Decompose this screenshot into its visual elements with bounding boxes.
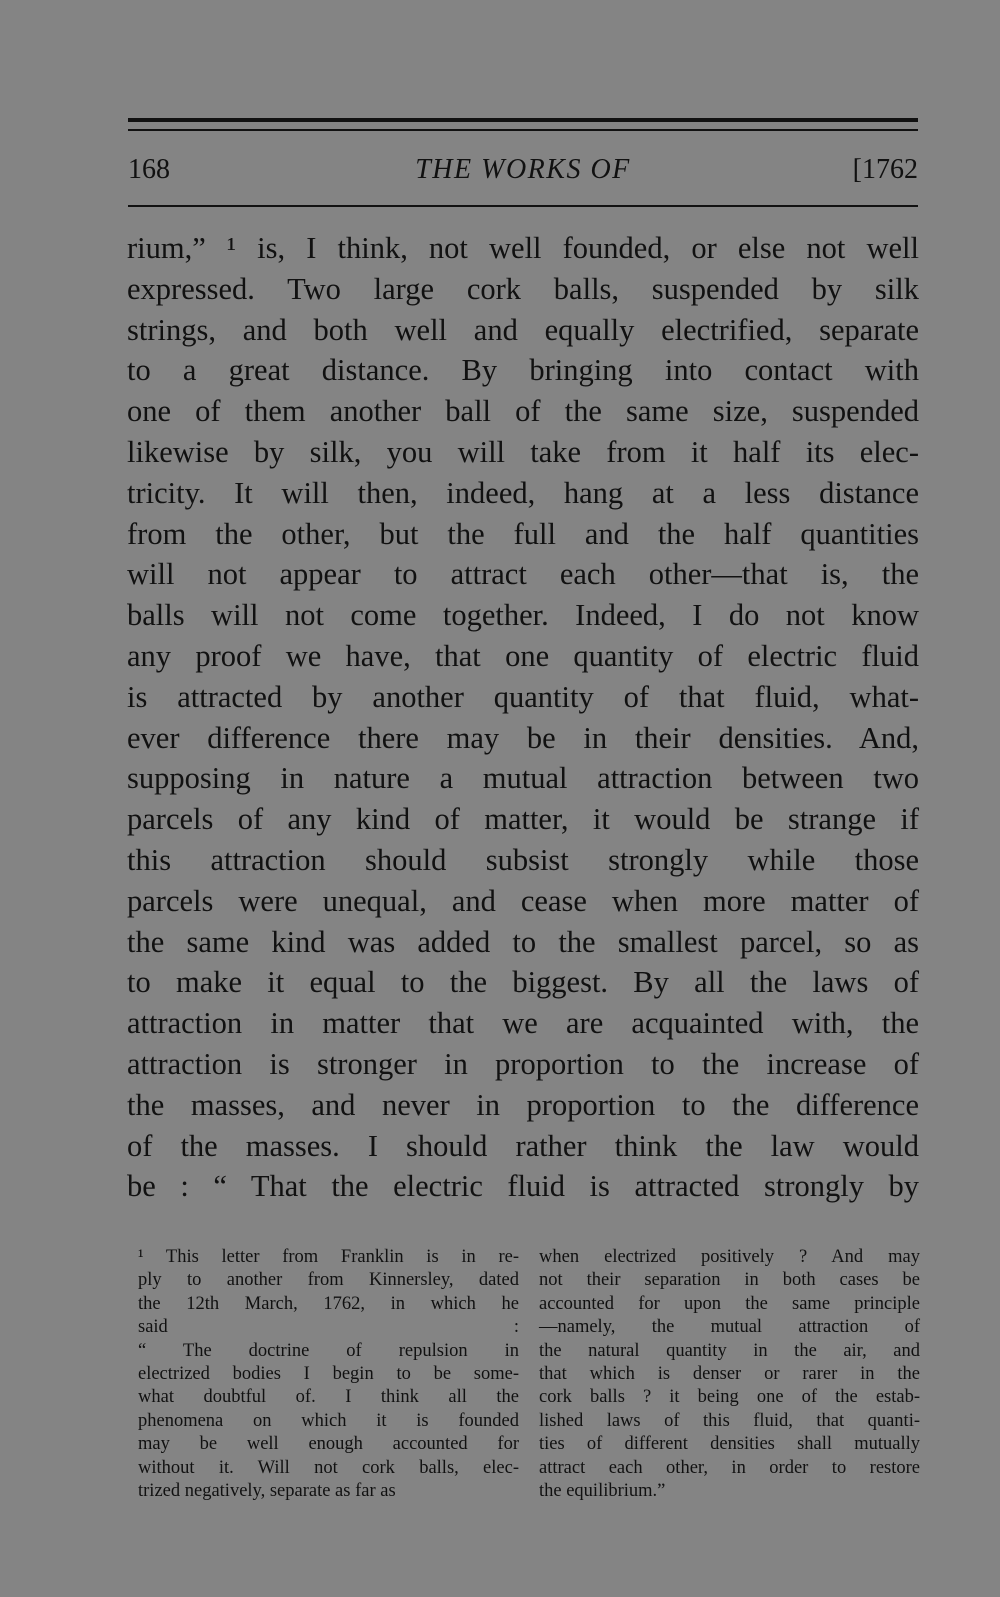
- body-line: from the other, but the full and the half quantities: [127, 516, 919, 551]
- footnote-line: attract each other, in order to restore: [539, 1457, 920, 1478]
- footnote-line: not their separation in both cases be: [539, 1270, 920, 1291]
- body-line: balls will not come together. Indeed, I do not know: [127, 598, 919, 633]
- footnote-line: “ The doctrine of repulsion in: [138, 1340, 519, 1361]
- body-line: any proof we have, that one quantity of electric fluid: [127, 638, 919, 673]
- body-line: expressed. Two large cork balls, suspended by silk: [127, 271, 919, 306]
- body-line: will not appear to attract each other—that is, the: [127, 557, 919, 592]
- body-line: of the masses. I should rather think the law would: [127, 1128, 919, 1163]
- footnote-line: electrized bodies I begin to be some-: [138, 1363, 519, 1384]
- footnote-line: the 12th March, 1762, in which he: [138, 1293, 519, 1314]
- body-line: the same kind was added to the smallest parcel, so as: [127, 924, 919, 959]
- footnote-line: lished laws of this fluid, that quanti-: [539, 1410, 920, 1431]
- footnote-line: said :: [138, 1317, 519, 1338]
- footnotes: [128, 1246, 918, 1506]
- footnote-line: cork balls ? it being one of the estab-: [539, 1387, 920, 1408]
- page-number: 168: [128, 154, 170, 185]
- footnote-line: —namely, the mutual attraction of: [539, 1317, 920, 1338]
- footnote-column-right: [539, 1246, 920, 1503]
- body-line: is attracted by another quantity of that fluid, what-: [127, 679, 919, 714]
- body-text: [127, 228, 919, 1207]
- header-rule-thick: [128, 118, 918, 122]
- body-line: rium,” ¹ is, I think, not well founded, or else not well: [127, 231, 919, 265]
- footnote-line: the natural quantity in the air, and: [539, 1340, 920, 1361]
- body-line: likewise by silk, you will take from it half its elec-: [127, 434, 919, 469]
- body-line: be : “ That the electric fluid is attracted strongly by: [127, 1169, 919, 1204]
- body-line: strings, and both well and equally electrified, separate: [127, 312, 919, 347]
- footnote-line: when electrized positively ? And may: [539, 1247, 920, 1267]
- header-rule-bottom: [128, 205, 918, 207]
- body-line: ever difference there may be in their densities. And,: [127, 720, 919, 755]
- body-line: parcels of any kind of matter, it would be strange if: [127, 802, 919, 837]
- body-line: to make it equal to the biggest. By all the laws of: [127, 965, 919, 1000]
- header-rule-thin: [128, 129, 918, 131]
- footnote-line: the equilibrium.”: [539, 1480, 666, 1501]
- body-line: to a great distance. By bringing into contact with: [127, 353, 919, 388]
- footnote-line: ties of different densities shall mutually: [539, 1434, 920, 1455]
- body-line: tricity. It will then, indeed, hang at a less distance: [127, 475, 919, 510]
- footnote-line: accounted for upon the same principle: [539, 1293, 920, 1314]
- footnote-line: what doubtful of. I think all the: [138, 1387, 519, 1408]
- footnote-line: that which is denser or rarer in the: [539, 1363, 920, 1384]
- body-line: this attraction should subsist strongly while those: [127, 842, 919, 877]
- running-title: THE WORKS OF: [415, 154, 631, 185]
- running-year: [1762: [852, 154, 918, 185]
- body-line: attraction in matter that we are acquainted with, the: [127, 1006, 919, 1041]
- footnote-line: ply to another from Kinnersley, dated: [138, 1270, 519, 1291]
- footnote-line: without it. Will not cork balls, elec-: [138, 1457, 519, 1478]
- body-line: supposing in nature a mutual attraction between two: [127, 761, 919, 796]
- footnote-line: phenomena on which it is founded: [138, 1410, 519, 1431]
- footnote-line: trized negatively, separate as far as: [138, 1480, 396, 1501]
- body-line: parcels were unequal, and cease when more matter of: [127, 883, 919, 918]
- footnote-column-left: [138, 1246, 519, 1503]
- running-header: [128, 150, 918, 190]
- footnote-line: ¹ This letter from Franklin is in re-: [138, 1247, 519, 1267]
- body-line: the masses, and never in proportion to the difference: [127, 1087, 919, 1122]
- footnote-line: may be well enough accounted for: [138, 1434, 519, 1455]
- body-line: one of them another ball of the same size, suspended: [127, 394, 919, 429]
- body-line: attraction is stronger in proportion to the increase of: [127, 1046, 919, 1081]
